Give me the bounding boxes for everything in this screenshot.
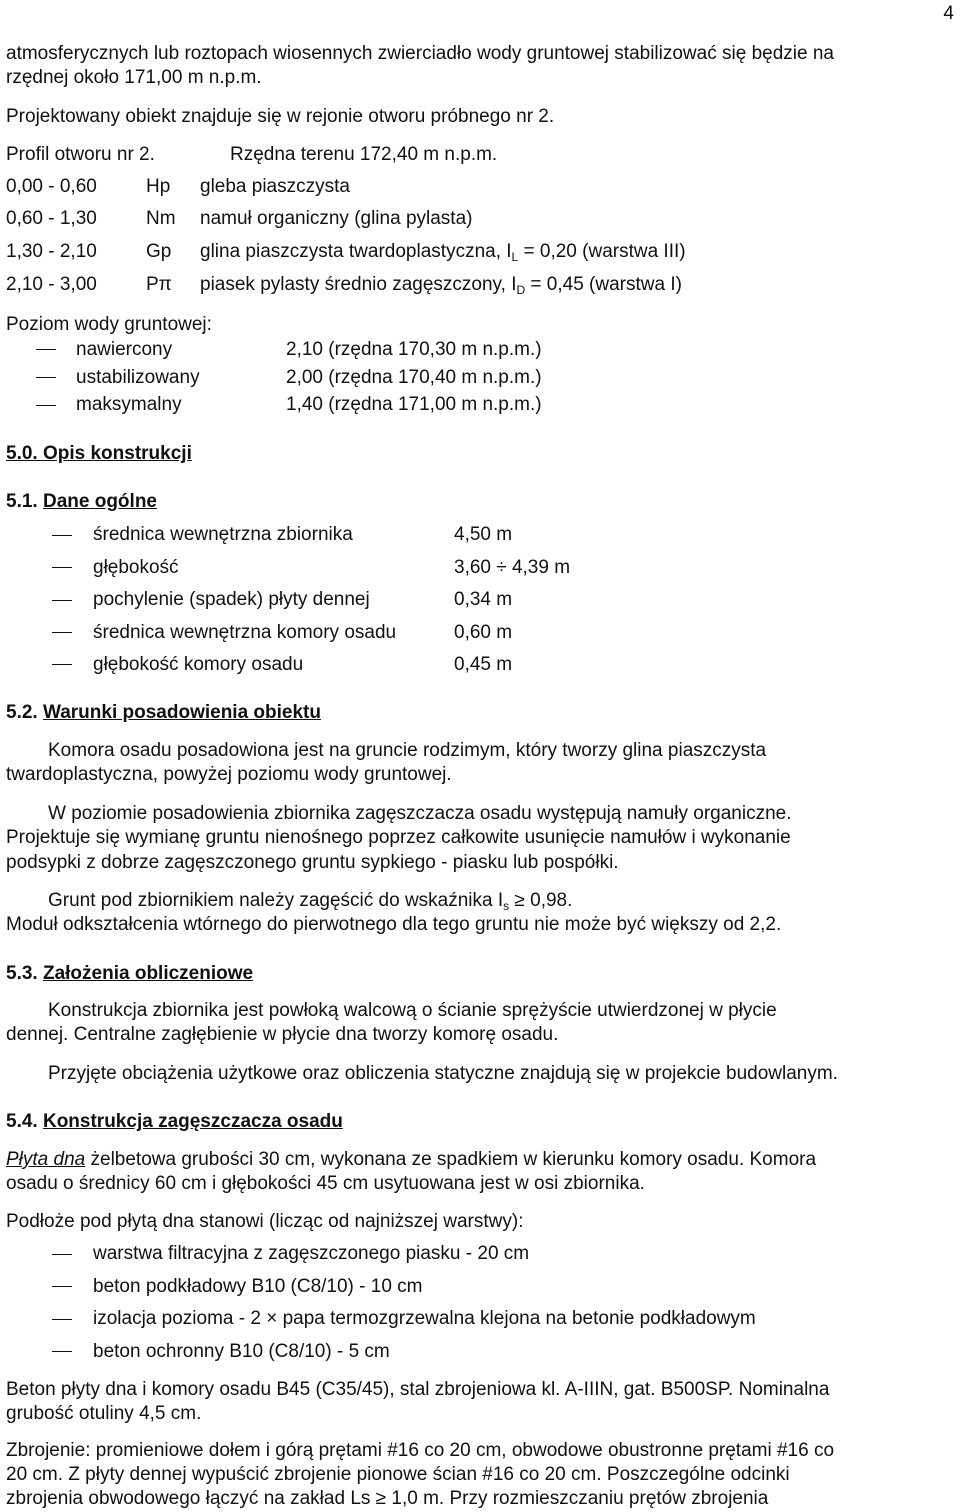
layer-4-desc-text: piasek pylasty średnio zagęszczony, I — [200, 274, 517, 295]
layer-3-sub: L — [511, 250, 519, 264]
sec52-p2-line3: podsypki z dobrze zagęszczonego gruntu sypkiego - piasku lub pospółki. — [6, 852, 619, 873]
spec-label-1: średnica wewnętrzna zbiornika — [93, 524, 353, 545]
spec-label-2: głębokość — [93, 557, 179, 578]
groundwater-label-3: maksymalny — [76, 394, 182, 415]
spec-label-4: średnica wewnętrzna komory osadu — [93, 622, 397, 643]
sec52-p2-line2: Projektuje się wymianę gruntu nienośnego poprzez całkowite usunięcie namułów i wykonanie — [6, 827, 791, 848]
layer-2-desc: namuł organiczny (glina pylasta) — [200, 208, 473, 229]
dash-bullet — [52, 1286, 72, 1287]
sec54-p3-line1: Beton płyty dna i komory osadu B45 (C35/45), stal zbrojeniowa kl. A-IIIN, gat. B500SP. Nominalna — [6, 1379, 830, 1400]
section-5-1-heading — [6, 490, 157, 514]
sec54-p4-line1: Zbrojenie: promieniowe dołem i górą prętami #16 co 20 cm, obwodowe obustronne prętami #16 co — [6, 1440, 835, 1461]
sec54-p3-line2: grubość otuliny 4,5 cm. — [6, 1403, 202, 1424]
sec54-p4-line3: zbrojenia obwodowego łączyć na zakład Ls ≥ 1,0 m. Przy rozmieszczaniu prętów zbrojenia — [6, 1488, 769, 1509]
dash-bullet — [36, 377, 56, 378]
sec52-p2-line1: W poziomie posadowienia zbiornika zagęszczacza osadu występują namuły organiczne. — [48, 803, 792, 824]
section-5-4-title: Konstrukcja zagęszczacza osadu — [42, 1111, 343, 1132]
sec53-p2: Przyjęte obciążenia użytkowe oraz obliczenia statyczne znajdują się w projekcie budowlanym. — [48, 1063, 838, 1084]
groundwater-label-2: ustabilizowany — [76, 367, 200, 388]
layer-3-desc-text: glina piaszczysta twardoplastyczna, I — [200, 241, 512, 262]
section-5-4-heading — [6, 1110, 343, 1134]
sec54-p2: Podłoże pod płytą dna stanowi (licząc od najniższej warstwy): — [6, 1211, 524, 1232]
groundwater-value-1: 2,10 (rzędna 170,30 m n.p.m.) — [286, 339, 542, 360]
layer-1-symbol: Hp — [146, 176, 171, 197]
spec-label-5: głębokość komory osadu — [93, 654, 304, 675]
spec-value-5: 0,45 m — [454, 654, 513, 675]
layer-4-depth: 2,10 - 3,00 — [6, 274, 97, 295]
dash-bullet — [52, 600, 72, 601]
layer-3-desc — [200, 240, 686, 269]
intro-line-3: Projektowany obiekt znajduje się w rejonie otworu próbnego nr 2. — [6, 106, 555, 127]
layer-4-symbol: Pπ — [146, 274, 172, 295]
layer-2-symbol: Nm — [146, 208, 176, 229]
layer-item-4: beton ochronny B10 (C8/10) - 5 cm — [93, 1341, 390, 1362]
dash-bullet — [36, 349, 56, 350]
sec54-p1-text: żelbetowa grubości 30 cm, wykonana ze spadkiem w kierunku komory osadu. Komora — [85, 1149, 817, 1170]
sec54-p4-line2: 20 cm. Z płyty dennej wypuścić zbrojenie pionowe ścian #16 co 20 cm. Poszczególne odcinki — [6, 1464, 790, 1485]
layer-item-3: izolacja pozioma - 2 × papa termozgrzewalna klejona na betonie podkładowym — [93, 1308, 756, 1329]
profile-label: Profil otworu nr 2. — [6, 144, 155, 165]
dash-bullet — [36, 405, 56, 406]
section-5-4-number: 5.4. — [6, 1111, 43, 1132]
section-5-3-title: Założenia obliczeniowe — [42, 963, 254, 984]
intro-line-1: atmosferycznych lub roztopach wiosennych zwierciadło wody gruntowej stabilizować się będzie na — [6, 43, 834, 64]
groundwater-value-2: 2,00 (rzędna 170,40 m n.p.m.) — [286, 367, 542, 388]
spec-label-3: pochylenie (spadek) płyty dennej — [93, 589, 370, 610]
section-5-1-title: Dane ogólne — [42, 491, 157, 512]
layer-4-desc — [200, 273, 682, 302]
layer-4-sub: D — [516, 283, 526, 297]
section-5-3-heading — [6, 962, 253, 986]
section-5-0-heading: 5.0. Opis konstrukcji — [6, 443, 192, 464]
sec52-p3-sub: s — [503, 899, 510, 913]
spec-value-1: 4,50 m — [454, 524, 513, 545]
section-5-2-heading — [6, 701, 321, 725]
sec54-p1-emphasis: Płyta dna — [6, 1149, 86, 1170]
layer-3-depth: 1,30 - 2,10 — [6, 241, 97, 262]
spec-value-2: 3,60 ÷ 4,39 m — [454, 557, 571, 578]
layer-item-2: beton podkładowy B10 (C8/10) - 10 cm — [93, 1276, 423, 1297]
sec52-p1-line2: twardoplastyczna, powyżej poziomu wody gruntowej. — [6, 764, 452, 785]
layer-1-depth: 0,00 - 0,60 — [6, 176, 97, 197]
sec54-p1-line1 — [6, 1148, 816, 1172]
section-5-2-title: Warunki posadowienia obiektu — [42, 702, 321, 723]
dash-bullet — [52, 1319, 72, 1320]
profile-level: Rzędna terenu 172,40 m n.p.m. — [230, 144, 498, 165]
page-number: 4 — [943, 3, 954, 24]
spec-value-3: 0,34 m — [454, 589, 513, 610]
section-5-2-number: 5.2. — [6, 702, 43, 723]
sec52-p3-text: Grunt pod zbiornikiem należy zagęścić do wskaźnika I — [48, 890, 504, 911]
intro-line-2: rzędnej około 171,00 m n.p.m. — [6, 67, 262, 88]
dash-bullet — [52, 664, 72, 665]
groundwater-value-3: 1,40 (rzędna 171,00 m n.p.m.) — [286, 394, 542, 415]
section-5-1-number: 5.1. — [6, 491, 43, 512]
layer-3-desc-value: = 0,20 (warstwa III) — [518, 241, 686, 262]
layer-1-desc: gleba piaszczysta — [200, 176, 350, 197]
layer-3-symbol: Gp — [146, 241, 172, 262]
dash-bullet — [52, 535, 72, 536]
dash-bullet — [52, 1254, 72, 1255]
groundwater-title: Poziom wody gruntowej: — [6, 314, 212, 335]
layer-2-depth: 0,60 - 1,30 — [6, 208, 97, 229]
sec53-p1-line2: dennej. Centralne zagłębienie w płycie dna tworzy komorę osadu. — [6, 1024, 559, 1045]
sec52-p3-value: ≥ 0,98. — [509, 890, 573, 911]
dash-bullet — [52, 1351, 72, 1352]
groundwater-label-1: nawiercony — [76, 339, 173, 360]
sec52-p1-line1: Komora osadu posadowiona jest na gruncie rodzimym, który tworzy glina piaszczysta — [48, 740, 767, 761]
sec52-p3-line2: Moduł odkształcenia wtórnego do pierwotnego dla tego gruntu nie może być większy od 2,2. — [6, 914, 782, 935]
layer-4-desc-value: = 0,45 (warstwa I) — [525, 274, 682, 295]
dash-bullet — [52, 567, 72, 568]
sec53-p1-line1: Konstrukcja zbiornika jest powłoką walcową o ścianie sprężyście utwierdzonej w płycie — [48, 1000, 777, 1021]
spec-value-4: 0,60 m — [454, 622, 513, 643]
layer-item-1: warstwa filtracyjna z zagęszczonego piasku - 20 cm — [93, 1243, 530, 1264]
dash-bullet — [52, 632, 72, 633]
section-5-3-number: 5.3. — [6, 963, 43, 984]
sec54-p1-line2: osadu o średnicy 60 cm i głębokości 45 cm usytuowana jest w osi zbiornika. — [6, 1173, 645, 1194]
